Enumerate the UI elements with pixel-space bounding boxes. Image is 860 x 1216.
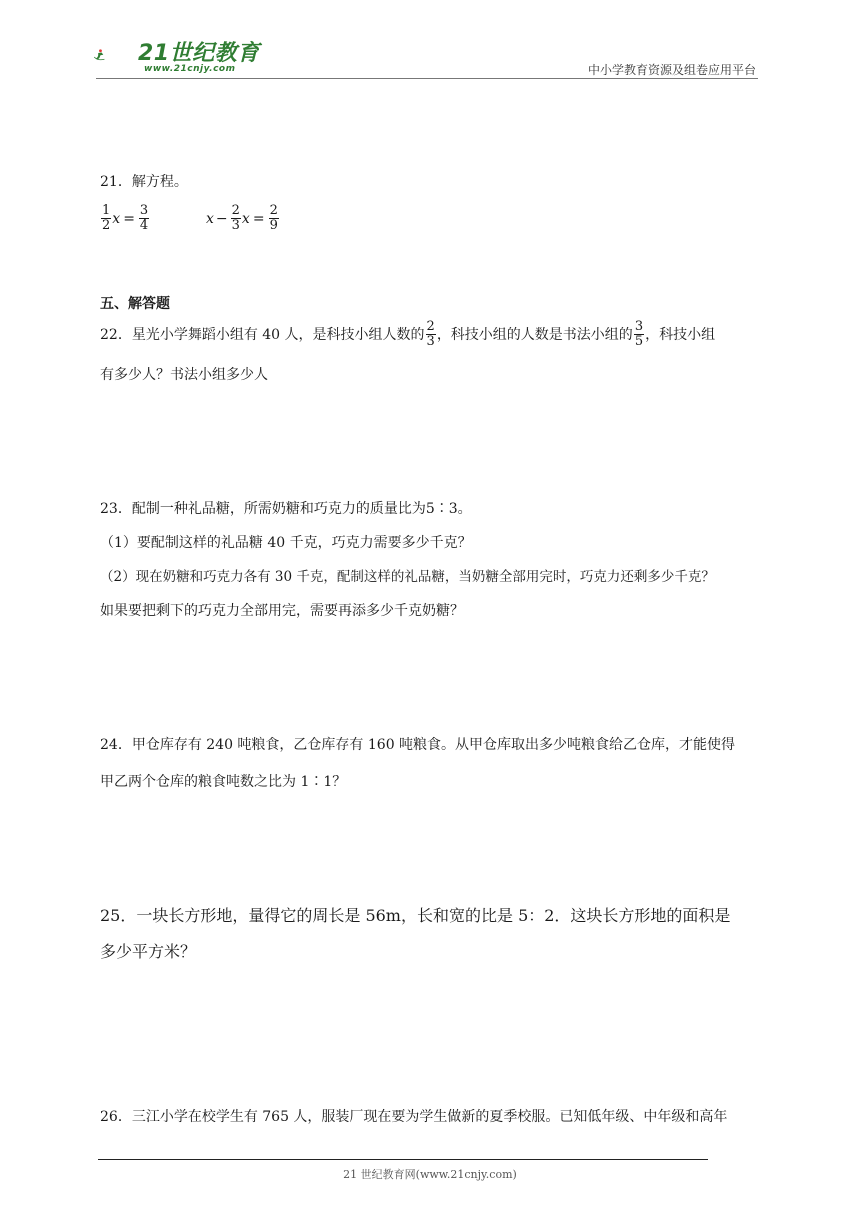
q25-line-1: 25．一块长方形地，量得它的周长是 56m，长和宽的比是 5：2．这块长方形地的面积是 — [100, 906, 731, 925]
q24-line-1: 24．甲仓库存有 240 吨粮食，乙仓库存有 160 吨粮食。从甲仓库取出多少吨粮食给乙仓库，才能使得 — [100, 737, 736, 753]
q25-line-2: 多少平方米？ — [100, 942, 197, 961]
fraction: $\frac{2}{9}$ — [269, 203, 278, 233]
logo-text: 21世纪教育 — [138, 41, 260, 66]
q21-equation-1: $\frac{1}{2}$ x = $\frac{3}{4}$ — [102, 203, 149, 233]
fraction: $\frac{2}{3}$ — [231, 203, 240, 233]
header-divider — [96, 78, 758, 79]
q22-line-2: 有多少人？书法小组多少人 — [100, 367, 268, 383]
fraction: $\frac{1}{2}$ — [102, 203, 111, 233]
fraction: $\frac{3}{4}$ — [139, 203, 149, 233]
section-title: 五、解答题 — [100, 296, 170, 312]
q23-line-3: （2）现在奶糖和巧克力各有 30 千克，配制这样的礼品糖，当奶糖全部用完时，巧克力还剩多少千克？ — [100, 569, 715, 585]
fraction: $\frac{3}{5}$ — [634, 319, 644, 349]
q23-line-4: 如果要把剩下的巧克力全部用完，需要再添多少千克奶糖？ — [100, 603, 464, 619]
q21-equation-2: x − $\frac{2}{3}$ x = $\frac{2}{9}$ — [206, 203, 278, 233]
footer-divider — [98, 1159, 708, 1160]
footer-text: 21 世纪教育网(www.21cnjy.com) — [343, 1168, 517, 1181]
q23-line-1: 23．配制一种礼品糖，所需奶糖和巧克力的质量比为5∶3。 — [100, 501, 472, 517]
q23-line-2: （1）要配制这样的礼品糖 40 千克，巧克力需要多少千克？ — [100, 535, 472, 551]
platform-title: 中小学教育资源及组卷应用平台 — [587, 63, 756, 77]
logo-url: www.21cnjy.com — [144, 64, 236, 74]
q24-line-2: 甲乙两个仓库的粮食吨数之比为 1∶1？ — [100, 774, 347, 790]
q22-line-1: 22．星光小学舞蹈小组有 40 人，是科技小组人数的 $\frac{2}{3}$ ，科技小组的人数是书法小组的 $\frac{3}{5}$ ，科技小组 — [100, 319, 716, 349]
q21-title: 21．解方程。 — [100, 174, 188, 190]
fraction: $\frac{2}{3}$ — [426, 319, 435, 349]
q26-line-1: 26．三江小学在校学生有 765 人，服装厂现在要为学生做新的夏季校服。已知低年级、中年级和高年 — [100, 1109, 728, 1125]
logo-runner-icon — [92, 32, 140, 78]
